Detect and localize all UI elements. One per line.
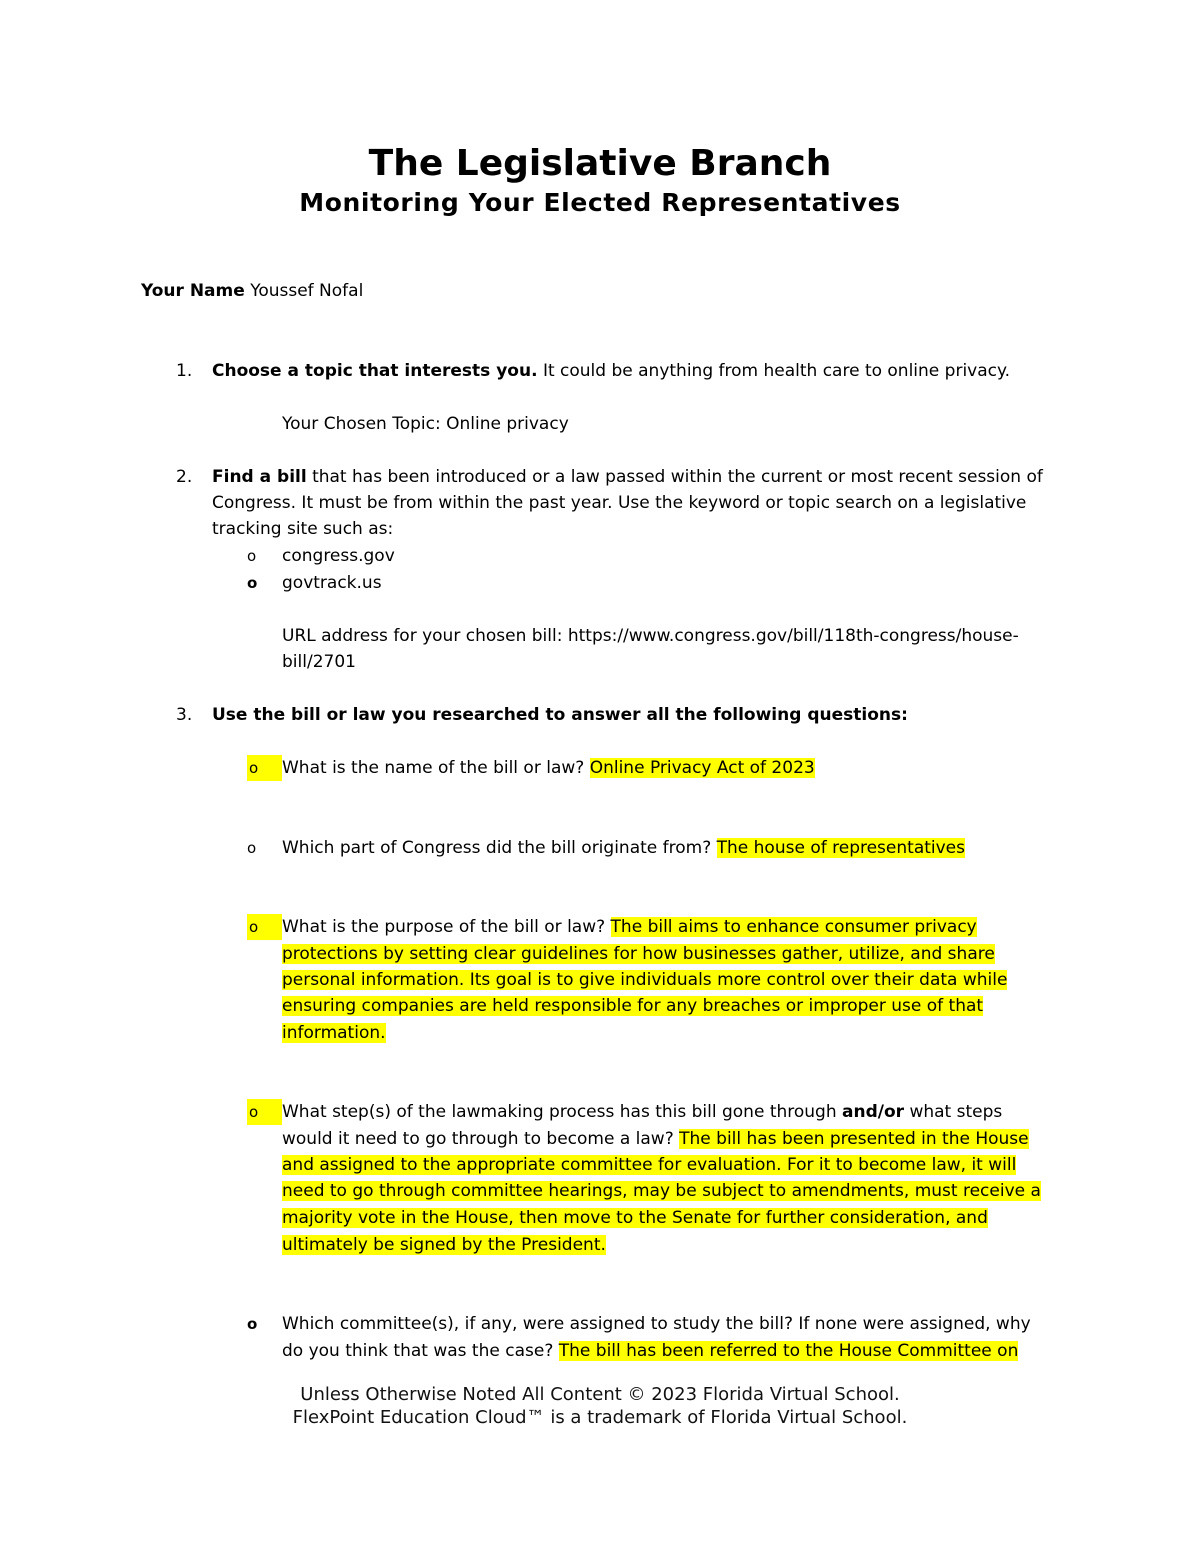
page-subtitle: Monitoring Your Elected Representatives [299,188,901,217]
q2-line3: tracking site such as: [212,519,394,539]
q3d-answer-5: majority vote in the House, then move to the Senate for further consideration, and [282,1208,988,1228]
q2-bold: Find a bill [212,467,307,487]
q3b-bullet: o [247,839,257,857]
q1-text: It could be anything from health care to online privacy. [537,361,1011,381]
q3-number: 3. [176,705,193,725]
q3d-answer-2: The bill has been presented in the House [679,1129,1029,1149]
q3c-answer-2: protections by setting clear guidelines for how businesses gather, utilize, and share [282,944,995,964]
name-value: Youssef Nofal [250,281,364,301]
q3a-bullet: o [247,755,282,781]
site-govtrack: govtrack.us [282,573,382,593]
q3c-answer-1: The bill aims to enhance consumer privacy [610,917,977,937]
q3e-question-2: do you think that was the case? [282,1341,559,1361]
q3d-row4 [282,1178,1041,1204]
q1-number: 1. [176,361,193,381]
q3d-bullet: o [247,1099,282,1125]
q3b-row [282,835,965,861]
q2-line1-text: that has been introduced or a law passed within the current or most recent session of [306,467,1043,487]
q1-topic-value: Online privacy [446,414,569,434]
q3c-answer-3: personal information. Its goal is to give individuals more control over their data while [282,970,1008,990]
q2-line2: Congress. It must be from within the past year. Use the keyword or topic search on a legislative [212,493,1027,513]
q3e-bullet: o [247,1315,258,1333]
q3d-question-1a: What step(s) of the lawmaking process has this bill gone through [282,1102,843,1122]
q1-topic-label: Your Chosen Topic: [282,414,447,434]
q3c-row5 [282,1020,386,1046]
q2-line1 [212,464,1043,490]
q3d-question-bold: and/or [842,1102,905,1122]
q2-url-line2: bill/2701 [282,652,356,672]
q3d-question-1b: what steps [904,1102,1003,1122]
site-congress: congress.gov [282,546,395,566]
q3d-question-2: would it need to go through to become a law? [282,1129,680,1149]
q3a-question: What is the name of the bill or law? [282,758,590,778]
q1-prompt [212,358,1010,384]
q1-topic [282,411,569,437]
q3d-answer-6: ultimately be signed by the President. [282,1235,606,1255]
q2-url-label: URL address for your chosen bill: [282,626,568,646]
q3d-answer-3: and assigned to the appropriate committee for evaluation. For it to become law, it will [282,1155,1017,1175]
q1-bold: Choose a topic that interests you. [212,361,538,381]
q3d-answer-4: need to go through committee hearings, may be subject to amendments, must receive a [282,1181,1041,1201]
q3e-row2 [282,1338,1018,1364]
q3c-row2 [282,941,995,967]
q3d-row2 [282,1126,1029,1152]
footer-copyright: Unless Otherwise Noted All Content © 2023 Florida Virtual School. [300,1384,900,1405]
q2-number: 2. [176,467,193,487]
q3d-row6 [282,1232,606,1258]
q3-heading: Use the bill or law you researched to answer all the following questions: [212,705,908,725]
q3a-row [282,755,815,781]
q3b-answer: The house of representatives [716,838,965,858]
q3c-question: What is the purpose of the bill or law? [282,917,611,937]
q3e-row1: Which committee(s), if any, were assigned to study the bill? If none were assigned, why [282,1314,1031,1334]
q2-url-value-1: https://www.congress.gov/bill/118th-congress/house- [567,626,1019,646]
q2-bullet-1: o [247,547,257,565]
q3c-answer-5: information. [282,1023,386,1043]
q3d-row5 [282,1205,988,1231]
q3b-question: Which part of Congress did the bill originate from? [282,838,717,858]
name-row [141,278,363,304]
q3c-bullet: o [247,914,282,940]
footer-trademark: FlexPoint Education Cloud™ is a trademark of Florida Virtual School. [292,1407,908,1428]
q3e-answer-2: The bill has been referred to the House Committee on [558,1341,1019,1361]
q3d-row1 [282,1099,1002,1125]
q3c-row3 [282,967,1007,993]
q3c-answer-4: ensuring companies are held responsible for any breaches or improper use of that [282,996,984,1016]
q3d-row3 [282,1152,1016,1178]
q3a-answer: Online Privacy Act of 2023 [589,758,815,778]
q2-bullet-2: o [247,574,258,592]
name-label: Your Name [141,281,245,301]
page-title: The Legislative Branch [368,143,832,184]
q3c-row1 [282,914,977,940]
q2-url-line1 [282,623,1019,649]
q3c-row4 [282,993,983,1019]
